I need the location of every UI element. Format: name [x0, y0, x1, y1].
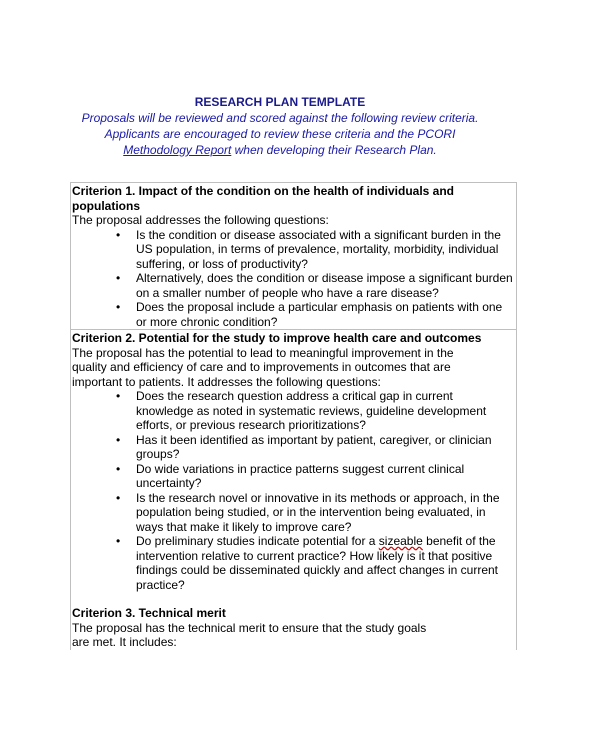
- bullet-line: ways that make it likely to improve care?: [136, 519, 352, 534]
- list-item: [116, 432, 516, 462]
- bullet-line: US population, in terms of prevalence, mortality, morbidity, individual: [136, 242, 499, 256]
- bullet-line: Is the condition or disease associated with a significant burden in the: [136, 227, 501, 242]
- bullet-line: Does the proposal include a particular emphasis on patients with one: [136, 300, 503, 314]
- bullet-line: Is the research novel or innovative in its methods or approach, in the: [136, 490, 500, 505]
- list-item: [116, 227, 516, 272]
- bullet-line: population being studied, or in the intervention being evaluated, in: [136, 505, 486, 519]
- lead-line: are met. It includes:: [72, 635, 177, 649]
- criterion-1-cell: [71, 183, 516, 330]
- spacer: [72, 592, 516, 606]
- lead-line: The proposal has the potential to lead to meaningful improvement in the: [72, 345, 454, 360]
- criterion-1-heading: [72, 184, 516, 213]
- bullet-icon: •: [116, 432, 121, 447]
- list-item: [116, 300, 516, 329]
- bullet-icon: •: [116, 461, 121, 476]
- bullet-text: Do preliminary studies indicate potential for a: [136, 534, 379, 548]
- bullet-icon: •: [116, 300, 121, 314]
- bullet-line: Does the research question address a critical gap in current: [136, 389, 453, 403]
- criterion-1-bullets: [72, 228, 516, 330]
- bullet-line: practice?: [136, 577, 185, 592]
- bullet-line: groups?: [136, 447, 180, 461]
- bullet-line: intervention relative to current practice? How likely is it that positive: [136, 548, 493, 563]
- bullet-line: suffering, or loss of productivity?: [136, 256, 308, 271]
- bullet-line: Has it been identified as important by patient, caregiver, or clinician: [136, 432, 492, 447]
- bullet-icon: •: [116, 389, 121, 403]
- criterion-2-lead: [72, 346, 516, 390]
- lead-line: important to patients. It addresses the following questions:: [72, 374, 381, 389]
- list-item: [116, 534, 516, 592]
- criterion-1-heading-line-1: Criterion 1. Impact of the condition on the health of individuals and: [72, 184, 455, 198]
- list-item: [116, 271, 516, 300]
- bullet-line: Alternatively, does the condition or disease impose a significant burden: [136, 271, 513, 285]
- bullet-line: findings could be disseminated quickly and affect changes in current: [136, 563, 498, 577]
- bullet-line: or more chronic condition?: [136, 314, 278, 329]
- criterion-2-heading: Criterion 2. Potential for the study to improve health care and outcomes: [72, 331, 482, 345]
- bullet-line: [136, 534, 516, 549]
- bullet-icon: •: [116, 271, 121, 285]
- bullet-line: on a smaller number of people who have a rare disease?: [136, 285, 439, 300]
- bullet-line: Do wide variations in practice patterns suggest current clinical: [136, 461, 465, 476]
- intro-line-3-rest: when developing their Research Plan.: [231, 143, 437, 157]
- bullet-icon: •: [116, 490, 121, 505]
- criterion-2-bullets: [72, 389, 516, 592]
- intro-text: [0, 110, 560, 158]
- intro-line-2: Applicants are encouraged to review these criteria and the PCORI: [104, 127, 456, 141]
- bullet-line: uncertainty?: [136, 476, 202, 490]
- criterion-1-lead: The proposal addresses the following questions:: [72, 213, 329, 227]
- bullet-line: efforts, or previous research prioritizations?: [136, 418, 366, 432]
- spelling-flagged-word: sizeable: [378, 534, 423, 548]
- bullet-icon: •: [116, 534, 121, 548]
- criterion-1-heading-line-2: populations: [72, 198, 140, 213]
- criteria-table: [70, 182, 517, 650]
- bullet-line: knowledge as noted in systematic reviews, guideline development: [136, 403, 487, 418]
- document-header: [0, 95, 560, 158]
- list-item: [116, 490, 516, 535]
- bullet-icon: •: [116, 227, 121, 242]
- list-item: [116, 461, 516, 491]
- lead-line: The proposal has the technical merit to ensure that the study goals: [72, 620, 427, 635]
- page-title: RESEARCH PLAN TEMPLATE: [194, 95, 366, 109]
- lead-line: quality and efficiency of care and to improvements in outcomes that are: [72, 360, 451, 374]
- list-item: [116, 389, 516, 433]
- methodology-report-link[interactable]: Methodology Report: [123, 143, 232, 157]
- intro-line-3: [0, 142, 560, 158]
- intro-line-1: Proposals will be reviewed and scored against the following review criteria.: [81, 111, 479, 125]
- criterion-3-lead: [72, 621, 516, 650]
- criterion-3-heading: Criterion 3. Technical merit: [72, 606, 226, 620]
- criterion-2-cell: [71, 330, 516, 650]
- bullet-text: benefit of the: [422, 534, 496, 548]
